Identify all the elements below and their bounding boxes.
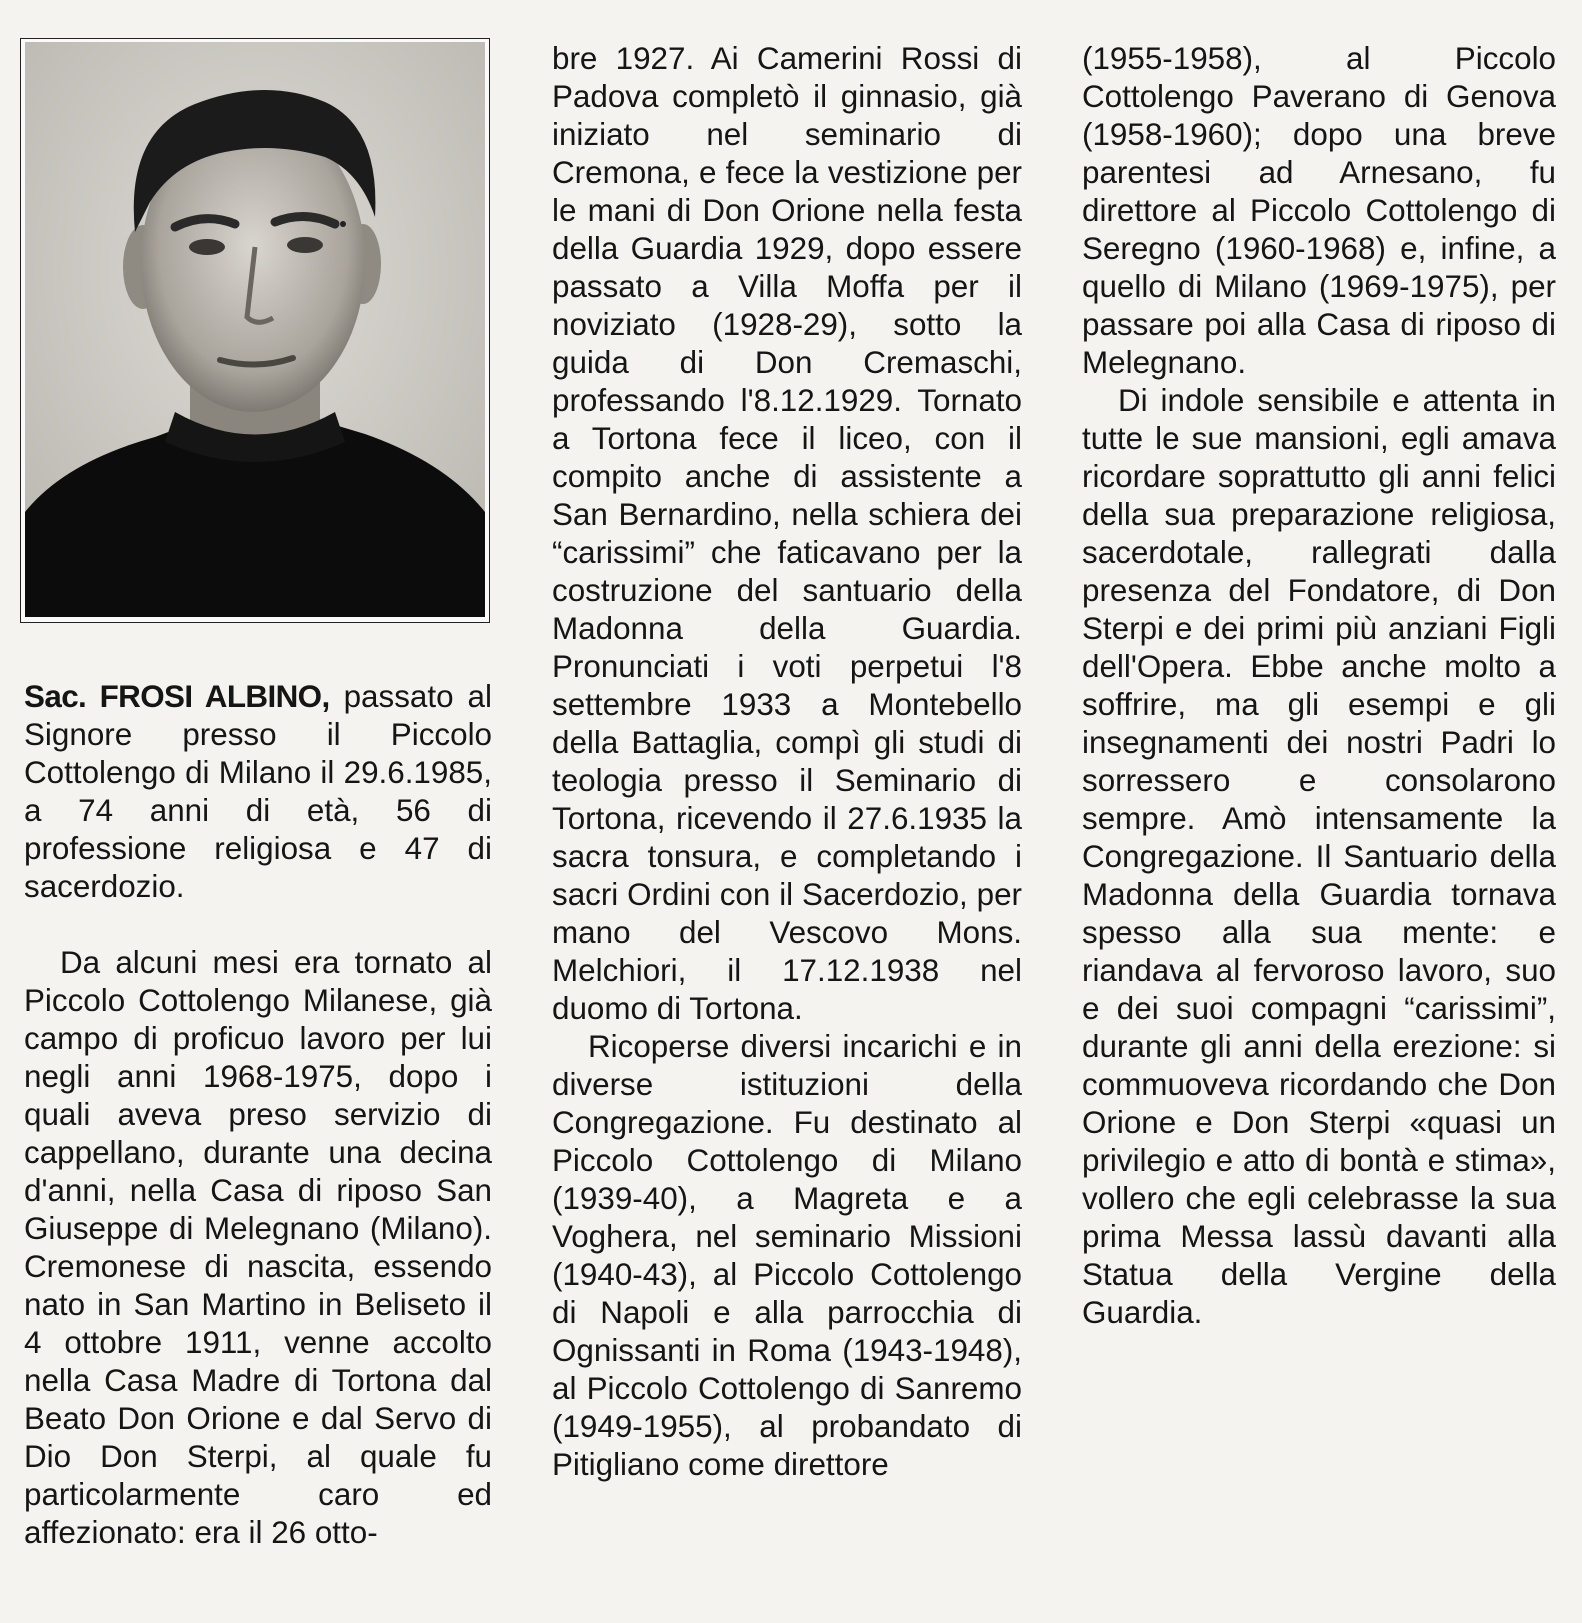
paragraph-2-part-2: (1955-1958), al Piccolo Cottolengo Paverano di Genova (1958-1960); dopo una breve parentesi ad Arnesano, fu direttore al Piccolo Cottolengo di Seregno (1960-1968) e, infine, a quello di Milano (1969-1975), per passare poi alla Casa di riposo di Melegnano. (1082, 41, 1556, 380)
paragraph-2-part-1: Ricoperse diversi incarichi e in diverse istituzioni della Congregazione. Fu destinato al Piccolo Cottolengo di Milano (1939-40), a Magreta e a Voghera, nel seminario Missioni (1940-43), al Piccolo Cottolengo di Napoli e alla parrocchia di Ognissanti in Roma (1943-1948), al Piccolo Cottolengo di Sanremo (1949-1955), al probandato di Pitigliano come direttore (552, 1029, 1022, 1482)
intro-text: passato al Signore presso il Piccolo Cottolengo di Milano il 29.6.1985, a 74 anni di età, 56 di professione religiosa e 47 di sacerdozio. (24, 679, 492, 904)
column-1 (24, 678, 492, 1552)
paragraph-1-part-1: Da alcuni mesi era tornato al Piccolo Cottolengo Milanese, già campo di proficuo lavoro per lui negli anni 1968-1975, dopo i quali aveva preso servizio di cappellano, durante una decina d'anni, nella Casa di riposo San Giuseppe di Melegnano (Milano). Cremonese di nascita, essendo nato in San Martino in Beliseto il 4 ottobre 1911, venne accolto nella Casa Madre di Tortona dal Beato Don Orione e dal Servo di Dio Don Sterpi, al quale fu particolarmente caro ed affezionato: era il 26 otto- (24, 945, 492, 1550)
portrait-photo (20, 38, 490, 623)
deceased-name: Sac. FROSI ALBINO, (24, 679, 330, 714)
portrait-image (25, 42, 485, 617)
paragraph-3: Di indole sensibile e attenta in tutte le sue mansioni, egli amava ricordare soprattutto gli anni felici della sua preparazione religiosa, sacerdotale, rallegrati dalla presenza del Fondatore, di Don Sterpi e dei primi più anziani Figli dell'Opera. Ebbe anche molto a soffrire, ma gli esempi e gli insegnamenti dei nostri Padri lo sorressero e consolarono sempre. Amò intensamente la Congregazione. Il Santuario della Madonna della Guardia tornava spesso alla sua mente: e riandava al fervoroso lavoro, suo e dei suoi compagni “carissimi”, durante gli anni della erezione: si commuoveva ricordando che Don Orione e Don Sterpi «quasi un privilegio e atto di bontà e stima», vollero che egli celebrasse la sua prima Messa lassù davanti alla Statua della Vergine della Guardia. (1082, 383, 1556, 1330)
column-2 (552, 40, 1022, 1484)
column-3 (1082, 40, 1556, 1332)
paragraph-1-part-2: bre 1927. Ai Camerini Rossi di Padova completò il ginnasio, già iniziato nel seminario di Cremona, e fece la vestizione per le mani di Don Orione nella festa della Guardia 1929, dopo essere passato a Villa Moffa per il noviziato (1928-29), sotto la guida di Don Cremaschi, professando l'8.12.1929. Tornato a Tortona fece il liceo, con il compito anche di assistente a San Bernardino, nella schiera dei “carissimi” che faticavano per la costruzione del santuario della Madonna della Guardia. Pronunciati i voti perpetui l'8 settembre 1933 a Montebello della Battaglia, compì gli studi di teologia presso il Seminario di Tortona, ricevendo il 27.6.1935 la sacra tonsura, e completando i sacri Ordini con il Sacerdozio, per mano del Vescovo Mons. Melchiori, il 17.12.1938 nel duomo di Tortona. (552, 41, 1022, 1026)
